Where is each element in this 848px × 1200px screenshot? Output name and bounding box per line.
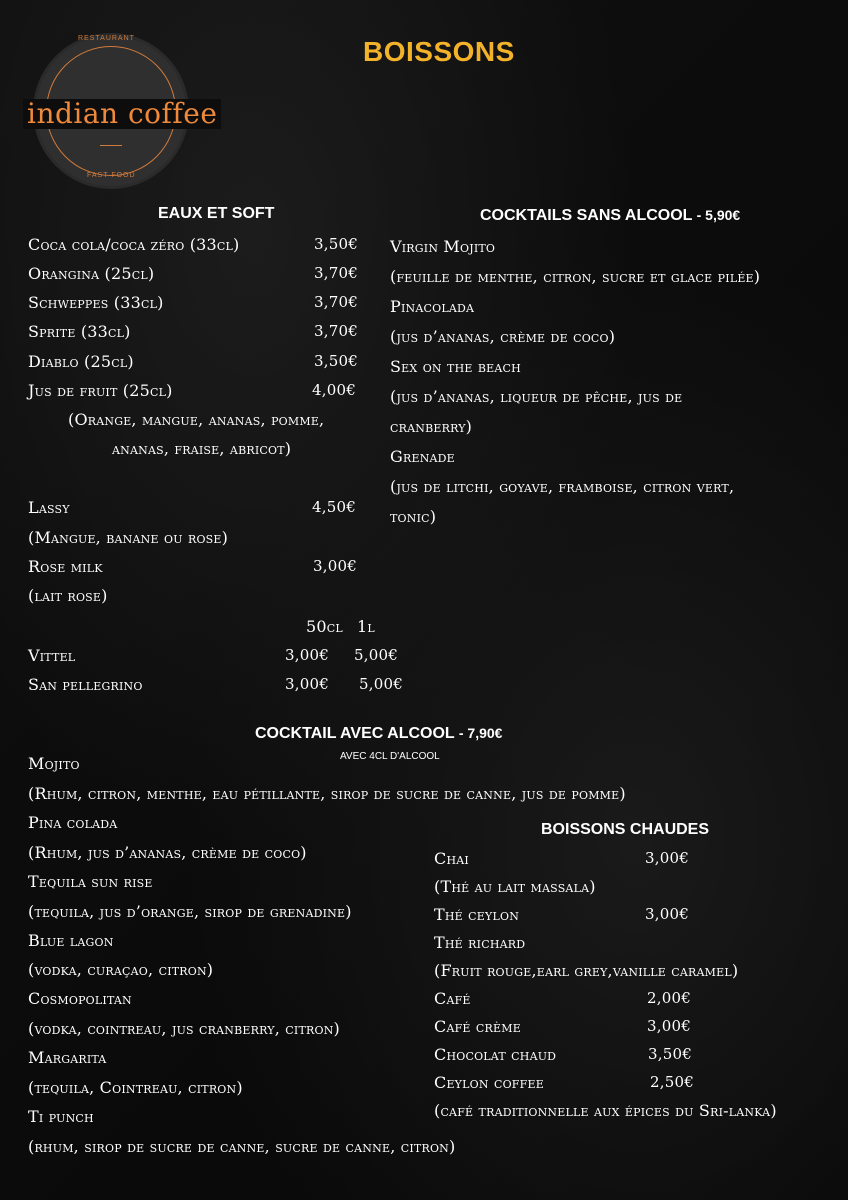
section-subtitle: AVEC 4CL D'ALCOOL bbox=[340, 751, 440, 762]
item-note: (jus d’ananas, crème de coco) bbox=[390, 327, 616, 346]
item-price: 5,00€ bbox=[354, 646, 398, 664]
item-note: (feuille de menthe, citron, sucre et glace pilée) bbox=[390, 267, 761, 286]
list-item: Coca cola/coca zéro (33cl) bbox=[28, 235, 240, 254]
list-item: Mojito bbox=[28, 754, 80, 773]
item-price: 3,00€ bbox=[645, 849, 689, 867]
section-price: - 5,90€ bbox=[696, 207, 741, 223]
item-note: (Rhum, jus d’ananas, crème de coco) bbox=[28, 843, 307, 862]
item-note: (rhum, sirop de sucre de canne, sucre de canne, citron) bbox=[28, 1137, 456, 1156]
logo-divider bbox=[100, 145, 122, 146]
list-item: Grenade bbox=[390, 447, 455, 466]
list-item: Jus de fruit (25cl) bbox=[28, 381, 173, 400]
item-note: (café traditionnelle aux épices du Sri-lanka) bbox=[434, 1101, 777, 1120]
item-price: 3,50€ bbox=[648, 1045, 692, 1063]
section-heading-text: COCKTAIL AVEC ALCOOL bbox=[255, 725, 455, 742]
item-note: (tequila, jus d’orange, sirop de grenadine) bbox=[28, 902, 352, 921]
list-item: Chocolat chaud bbox=[434, 1045, 557, 1064]
item-price: 3,00€ bbox=[647, 1017, 691, 1035]
list-item: Vittel bbox=[28, 646, 76, 665]
logo-name: indian coffee bbox=[23, 99, 221, 129]
list-item: Thé richard bbox=[434, 933, 526, 952]
item-price: 3,50€ bbox=[314, 352, 358, 370]
item-price: 4,00€ bbox=[312, 381, 356, 399]
item-note: (Rhum, citron, menthe, eau pétillante, sirop de sucre de canne, jus de pomme) bbox=[28, 784, 626, 803]
list-item: Diablo (25cl) bbox=[28, 352, 134, 371]
item-price: 5,00€ bbox=[359, 675, 403, 693]
list-item: Lassy bbox=[28, 498, 70, 517]
list-item: San pellegrino bbox=[28, 675, 143, 694]
item-note: tonic) bbox=[390, 507, 437, 526]
item-price: 3,00€ bbox=[313, 557, 357, 575]
item-price: 3,70€ bbox=[314, 293, 358, 311]
item-price: 2,00€ bbox=[647, 989, 691, 1007]
list-item: Café crème bbox=[434, 1017, 521, 1036]
list-item: Ti punch bbox=[28, 1107, 94, 1126]
list-item: Tequila sun rise bbox=[28, 872, 153, 891]
item-note: (lait rose) bbox=[28, 586, 108, 605]
section-heading-sans-alcool bbox=[480, 207, 740, 225]
list-item: Pina colada bbox=[28, 813, 118, 832]
list-item: Blue lagon bbox=[28, 931, 114, 950]
list-item: Chai bbox=[434, 849, 469, 868]
item-price: 3,00€ bbox=[285, 646, 329, 664]
item-price: 4,50€ bbox=[312, 498, 356, 516]
section-heading-eaux-soft: EAUX ET SOFT bbox=[158, 205, 275, 222]
item-price: 3,50€ bbox=[314, 235, 358, 253]
item-note: (Thé au lait massala) bbox=[434, 877, 596, 896]
list-item: Rose milk bbox=[28, 557, 103, 576]
page-title: BOISSONS bbox=[363, 36, 515, 67]
logo-top-text: RESTAURANT bbox=[78, 35, 135, 42]
list-item: Sex on the beach bbox=[390, 357, 521, 376]
item-price: 3,00€ bbox=[645, 905, 689, 923]
item-price: 3,70€ bbox=[314, 322, 358, 340]
item-note: (vodka, cointreau, jus cranberry, citron) bbox=[28, 1019, 340, 1038]
section-heading-text: COCKTAILS SANS ALCOOL bbox=[480, 207, 693, 224]
list-item: Schweppes (33cl) bbox=[28, 293, 164, 312]
column-header-1l: 1l bbox=[357, 617, 375, 636]
item-note: (jus de litchi, goyave, framboise, citron vert, bbox=[390, 477, 735, 496]
list-item: Ceylon coffee bbox=[434, 1073, 544, 1092]
section-heading-avec-alcool bbox=[255, 725, 502, 743]
item-note: (Fruit rouge,earl grey,vanille caramel) bbox=[434, 961, 739, 980]
item-note: (jus d’ananas, liqueur de pêche, jus de bbox=[390, 387, 683, 406]
list-item: Café bbox=[434, 989, 471, 1008]
item-note: (vodka, curaçao, citron) bbox=[28, 960, 214, 979]
list-item: Margarita bbox=[28, 1048, 107, 1067]
list-item: Thé ceylon bbox=[434, 905, 520, 924]
item-price: 2,50€ bbox=[650, 1073, 694, 1091]
item-price: 3,00€ bbox=[285, 675, 329, 693]
section-price: - 7,90€ bbox=[458, 725, 503, 741]
section-heading-chaudes: BOISSONS CHAUDES bbox=[541, 821, 710, 838]
item-note: cranberry) bbox=[390, 417, 473, 436]
list-item: Orangina (25cl) bbox=[28, 264, 155, 283]
item-note: (Mangue, banane ou rose) bbox=[28, 528, 229, 547]
item-note: (Orange, mangue, ananas, pomme, bbox=[68, 410, 325, 429]
logo-bottom-text: FAST FOOD bbox=[87, 172, 136, 179]
column-header-50cl: 50cl bbox=[306, 617, 343, 636]
item-note: ananas, fraise, abricot) bbox=[112, 439, 292, 458]
item-note: (tequila, Cointreau, citron) bbox=[28, 1078, 243, 1097]
list-item: Virgin Mojito bbox=[390, 237, 496, 256]
list-item: Sprite (33cl) bbox=[28, 322, 131, 341]
list-item: Cosmopolitan bbox=[28, 989, 132, 1008]
list-item: Pinacolada bbox=[390, 297, 475, 316]
item-price: 3,70€ bbox=[314, 264, 358, 282]
